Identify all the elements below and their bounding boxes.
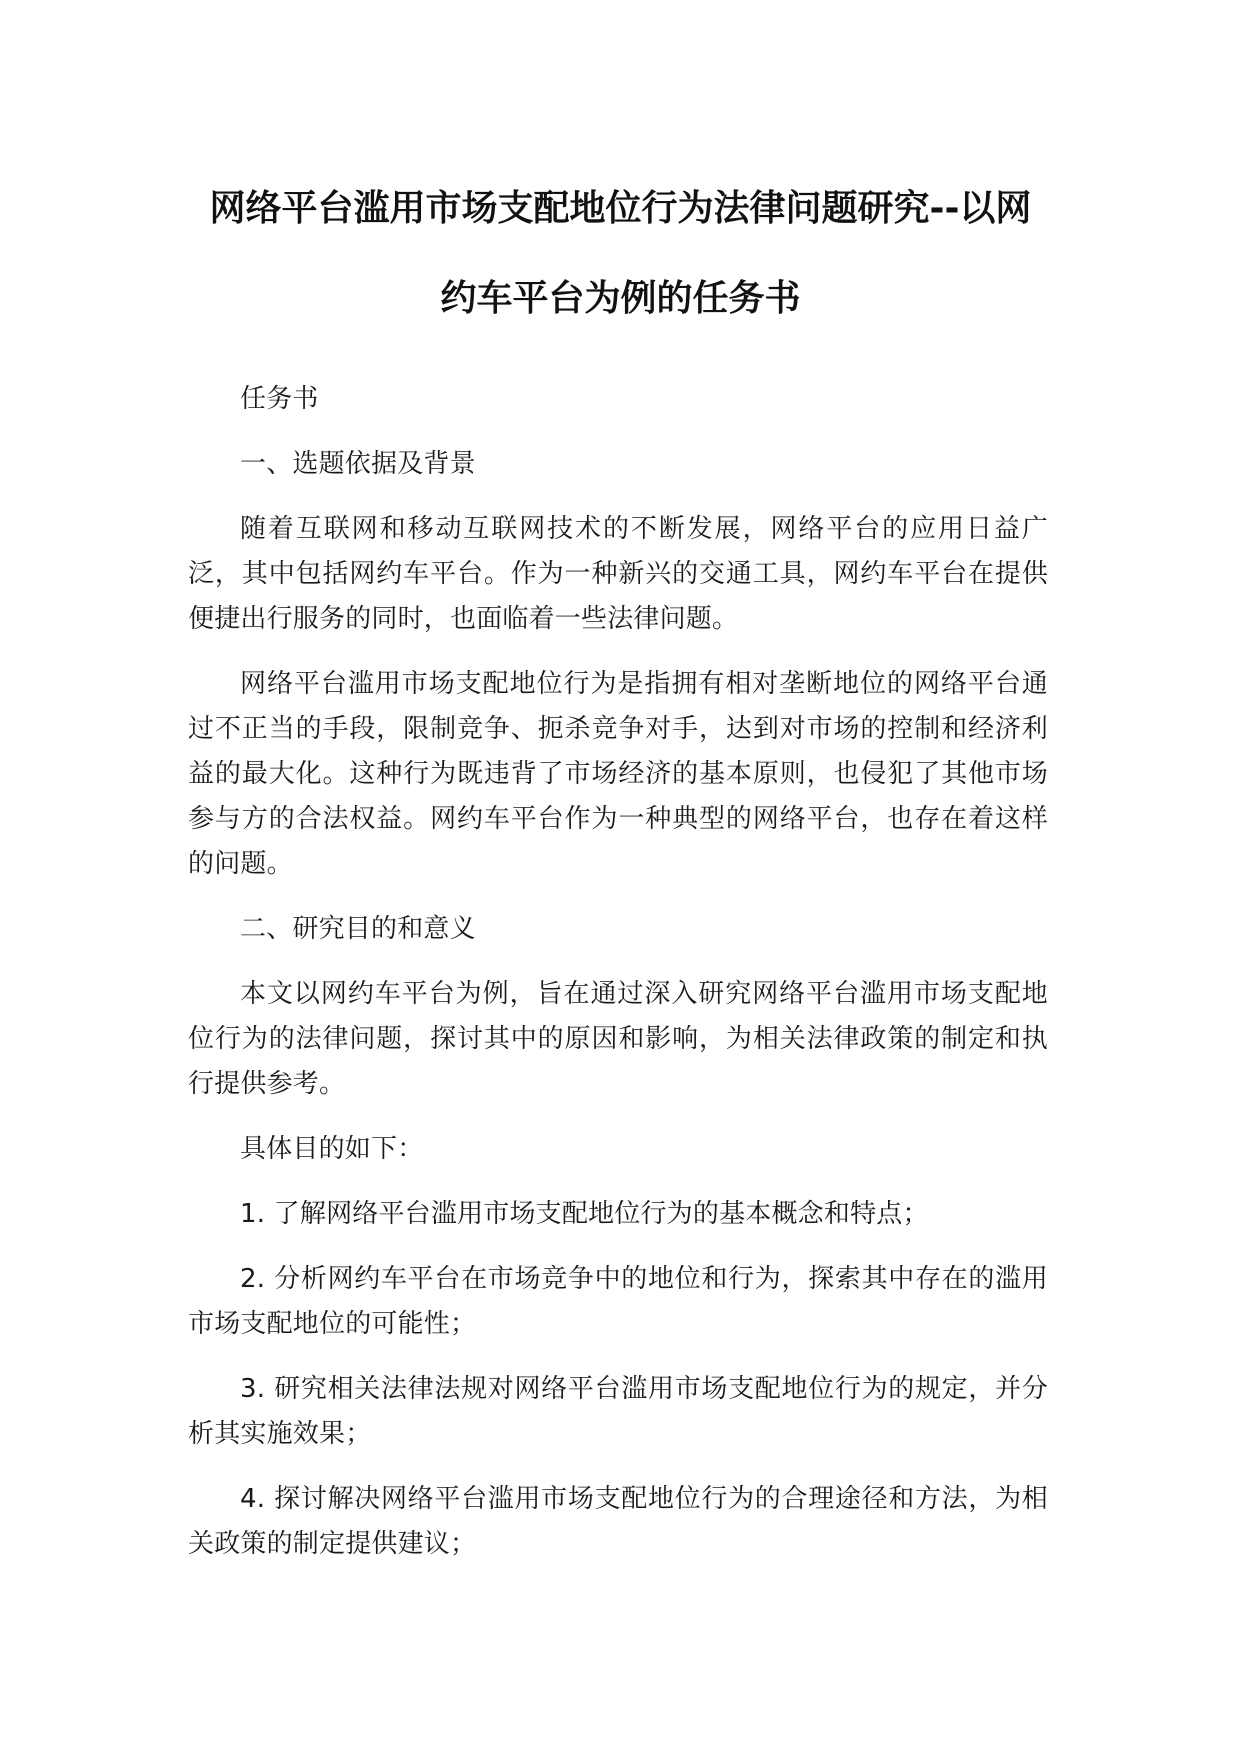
paragraph-background-1: 随着互联网和移动互联网技术的不断发展，网络平台的应用日益广泛，其中包括网约车平台。作为一种新兴的交通工具，网约车平台在提供便捷出行服务的同时，也面临着一些法律问题。 <box>188 514 1048 634</box>
section-heading-purpose: 二、研究目的和意义 <box>240 914 476 944</box>
title-line-1: 网络平台滥用市场支配地位行为法律问题研究--以网 <box>209 188 1032 229</box>
list-item-2: 2. 分析网约车平台在市场竞争中的地位和行为，探索其中存在的滥用市场支配地位的可能性； <box>188 1264 1048 1339</box>
paragraph-background-2: 网络平台滥用市场支配地位行为是指拥有相对垄断地位的网络平台通过不正当的手段，限制竞争、扼杀竞争对手，达到对市场的控制和经济利益的最大化。这种行为既违背了市场经济的基本原则，也侵犯了其他市场参与方的合法权益。网约车平台作为一种典型的网络平台，也存在着这样的问题。 <box>188 669 1048 879</box>
list-item-1: 1. 了解网络平台滥用市场支配地位行为的基本概念和特点； <box>240 1199 929 1229</box>
section-heading-background: 一、选题依据及背景 <box>240 449 476 479</box>
list-intro: 具体目的如下： <box>240 1134 424 1164</box>
paragraph-purpose: 本文以网约车平台为例，旨在通过深入研究网络平台滥用市场支配地位行为的法律问题，探讨其中的原因和影响，为相关法律政策的制定和执行提供参考。 <box>188 979 1048 1099</box>
list-item-3: 3. 研究相关法律法规对网络平台滥用市场支配地位行为的规定，并分析其实施效果； <box>188 1374 1048 1449</box>
title-line-2: 约车平台为例的任务书 <box>440 278 801 319</box>
list-item-4: 4. 探讨解决网络平台滥用市场支配地位行为的合理途径和方法，为相关政策的制定提供建议； <box>188 1484 1048 1559</box>
document-title <box>150 164 1091 344</box>
heading-task-book: 任务书 <box>240 384 319 414</box>
document-body <box>188 377 1048 1587</box>
